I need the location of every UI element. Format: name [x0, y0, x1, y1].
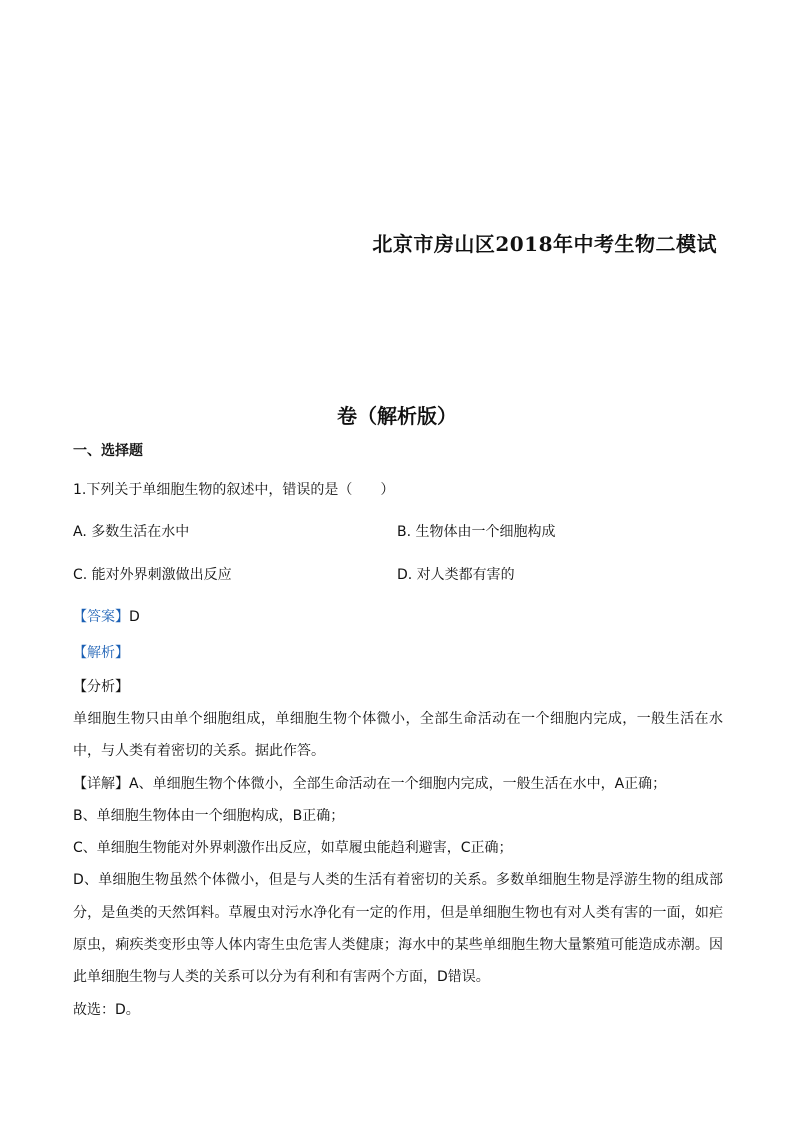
detail-a-line	[73, 768, 723, 800]
explanation-heading	[73, 642, 129, 662]
option-b: B. 生物体由一个细胞构成	[397, 524, 556, 540]
analysis-body	[73, 703, 723, 1026]
analysis-heading	[73, 676, 129, 696]
answer-value: D	[129, 609, 140, 625]
explanation-label: 【解析】	[73, 645, 129, 661]
detail-label: 【详解】	[73, 775, 129, 792]
section-heading: 一、选择题	[73, 443, 143, 459]
question-text: 1.下列关于单细胞生物的叙述中，错误的是（ ）	[73, 482, 395, 498]
conclusion: 故选：D。	[73, 1001, 140, 1018]
detail-c: C、单细胞生物能对外界刺激作出反应，如草履虫能趋利避害，C正确；	[73, 840, 513, 857]
option-c: C. 能对外界刺激做出反应	[73, 567, 232, 583]
document-title-line-2: 卷（解析版）	[337, 404, 457, 428]
analysis-intro: 单细胞生物只由单个细胞组成，单细胞生物个体微小，全部生命活动在一个细胞内完成，一般生活在水中，与人类有着密切的关系。据此作答。	[73, 711, 723, 760]
document-title-line-1: 北京市房山区2018年中考生物二模试	[372, 232, 717, 256]
detail-a: A、单细胞生物个体微小，全部生命活动在一个细胞内完成，一般生活在水中，A正确；	[129, 775, 667, 792]
detail-b: B、单细胞生物体由一个细胞构成，B正确；	[73, 807, 345, 824]
option-d: D. 对人类都有害的	[397, 567, 515, 583]
analysis-label: 【分析】	[73, 679, 129, 695]
answer-line	[73, 606, 140, 626]
answer-label: 【答案】	[73, 609, 129, 625]
option-a: A. 多数生活在水中	[73, 524, 190, 540]
detail-d: D、单细胞生物虽然个体微小，但是与人类的生活有着密切的关系。多数单细胞生物是浮游生物的组成部分，是鱼类的天然饵料。草履虫对污水净化有一定的作用，但是单细胞生物也有对人类有害的一面，如疟原虫，痢疾类变形虫等人体内寄生虫危害人类健康；海水中的某些单细胞生物大量繁殖可能造成赤潮。因此单细胞生物与人类的关系可以分为有利和有害两个方面，D错误。	[73, 872, 723, 986]
